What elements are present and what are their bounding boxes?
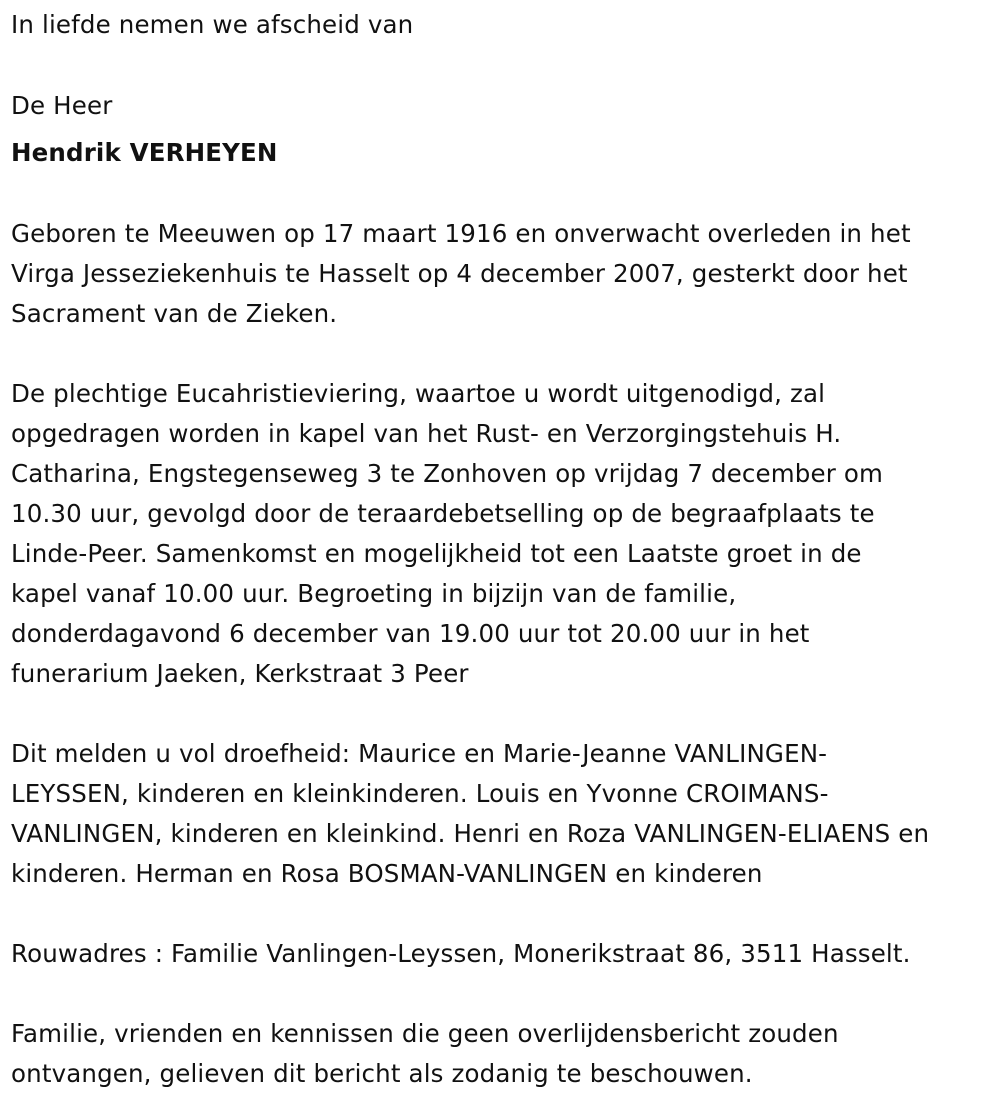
ceremony-line: Catharina, Engstegenseweg 3 te Zonhoven op vrijdag 7 december om xyxy=(11,459,884,488)
family-line: Dit melden u vol droefheid: Maurice en Marie-Jeanne VANLINGEN- xyxy=(11,739,828,768)
ceremony-line: 10.30 uur, gevolgd door de teraardebetselling op de begraafplaats te xyxy=(11,499,875,528)
birth-line: Virga Jesseziekenhuis te Hasselt op 4 december 2007, gesterkt door het xyxy=(11,259,908,288)
intro-text: In liefde nemen we afscheid van xyxy=(11,10,414,39)
ceremony-line: opgedragen worden in kapel van het Rust- en Verzorgingstehuis H. xyxy=(11,419,842,448)
ceremony-line: De plechtige Eucahristieviering, waartoe u wordt uitgenodigd, zal xyxy=(11,379,826,408)
closing-line: Familie, vrienden en kennissen die geen overlijdensbericht zouden xyxy=(11,1019,839,1048)
ceremony-line: funerarium Jaeken, Kerkstraat 3 Peer xyxy=(11,659,469,688)
family-line: kinderen. Herman en Rosa BOSMAN-VANLINGEN en kinderen xyxy=(11,859,763,888)
honorific-title: De Heer xyxy=(11,91,113,120)
closing-line: ontvangen, gelieven dit bericht als zodanig te beschouwen. xyxy=(11,1059,753,1088)
birth-line: Sacrament van de Zieken. xyxy=(11,299,338,328)
family-line: LEYSSEN, kinderen en kleinkinderen. Louis en Yvonne CROIMANS- xyxy=(11,779,829,808)
family-line: VANLINGEN, kinderen en kleinkind. Henri en Roza VANLINGEN-ELIAENS en xyxy=(11,819,930,848)
deceased-name: Hendrik VERHEYEN xyxy=(11,138,278,167)
birth-line: Geboren te Meeuwen op 17 maart 1916 en onverwacht overleden in het xyxy=(11,219,911,248)
ceremony-line: kapel vanaf 10.00 uur. Begroeting in bijzijn van de familie, xyxy=(11,579,737,608)
ceremony-line: donderdagavond 6 december van 19.00 uur tot 20.00 uur in het xyxy=(11,619,810,648)
ceremony-line: Linde-Peer. Samenkomst en mogelijkheid tot een Laatste groet in de xyxy=(11,539,862,568)
mourning-address: Rouwadres : Familie Vanlingen-Leyssen, Monerikstraat 86, 3511 Hasselt. xyxy=(11,939,911,968)
